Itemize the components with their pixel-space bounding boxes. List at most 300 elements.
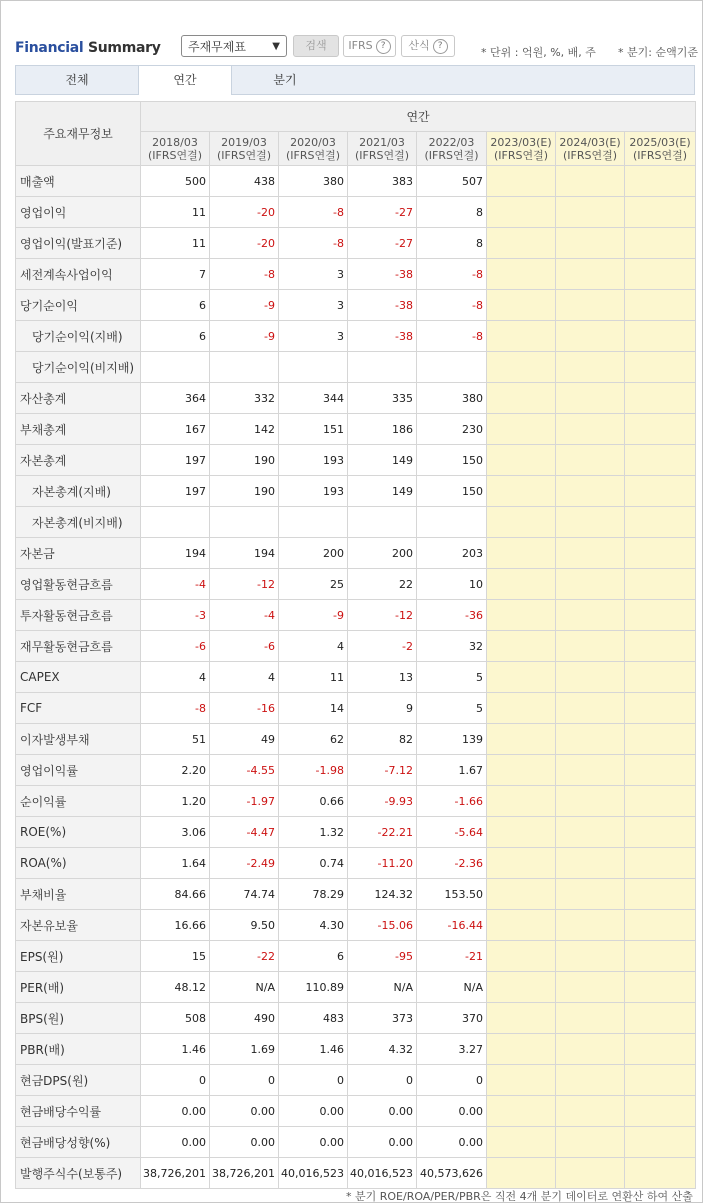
row-label[interactable]: PBR(배) — [16, 1034, 141, 1065]
table-row — [16, 879, 696, 910]
table-cell — [487, 693, 556, 724]
row-label[interactable]: 당기순이익(비지배) — [16, 352, 141, 383]
table-cell — [625, 910, 696, 941]
table-cell — [487, 1065, 556, 1096]
row-label[interactable]: 재무활동현금흐름 — [16, 631, 141, 662]
table-cell — [141, 507, 210, 538]
table-cell — [556, 507, 625, 538]
row-label[interactable]: PER(배) — [16, 972, 141, 1003]
table-cell: 0.00 — [417, 1096, 487, 1127]
table-cell: 483 — [279, 1003, 348, 1034]
row-label[interactable]: 영업이익(발표기준) — [16, 228, 141, 259]
table-cell: -8 — [417, 290, 487, 321]
table-cell — [556, 166, 625, 197]
table-cell: 200 — [279, 538, 348, 569]
column-basis: (IFRS연결) — [216, 148, 272, 162]
table-cell — [141, 352, 210, 383]
table-cell: 194 — [210, 538, 279, 569]
table-cell — [625, 972, 696, 1003]
table-cell: 51 — [141, 724, 210, 755]
corner-header: 주요재무정보 — [16, 102, 141, 166]
column-period: 2021/03 — [359, 135, 405, 149]
table-cell: 22 — [348, 569, 417, 600]
table-cell: 507 — [417, 166, 487, 197]
table-cell: -22.21 — [348, 817, 417, 848]
report-type-select[interactable]: 주재무제표 ▼ — [181, 35, 287, 57]
table-row — [16, 352, 696, 383]
table-cell — [210, 352, 279, 383]
table-cell: 6 — [279, 941, 348, 972]
table-cell: -3 — [141, 600, 210, 631]
table-cell: -8 — [279, 228, 348, 259]
table-cell — [625, 600, 696, 631]
table-cell: 383 — [348, 166, 417, 197]
row-label[interactable]: 발행주식수(보통주) — [16, 1158, 141, 1189]
table-cell — [556, 693, 625, 724]
toolbar — [15, 34, 698, 60]
table-cell — [625, 569, 696, 600]
table-cell: 0.00 — [141, 1096, 210, 1127]
row-label[interactable]: BPS(원) — [16, 1003, 141, 1034]
table-cell — [487, 507, 556, 538]
row-label[interactable]: 매출액 — [16, 166, 141, 197]
table-cell: 490 — [210, 1003, 279, 1034]
table-row — [16, 321, 696, 352]
table-cell: 49 — [210, 724, 279, 755]
table-cell: 1.46 — [279, 1034, 348, 1065]
table-cell: 203 — [417, 538, 487, 569]
table-row — [16, 569, 696, 600]
table-cell — [556, 662, 625, 693]
table-cell — [556, 1003, 625, 1034]
row-label[interactable]: 세전계속사업이익 — [16, 259, 141, 290]
table-cell: 230 — [417, 414, 487, 445]
table-cell — [556, 848, 625, 879]
table-cell: -36 — [417, 600, 487, 631]
table-cell — [487, 1003, 556, 1034]
table-cell: 6 — [141, 290, 210, 321]
table-cell: -11.20 — [348, 848, 417, 879]
table-cell: -38 — [348, 321, 417, 352]
table-cell: 38,726,201 — [141, 1158, 210, 1189]
table-cell — [487, 786, 556, 817]
table-cell — [625, 166, 696, 197]
table-cell: -8 — [417, 321, 487, 352]
table-row — [16, 1034, 696, 1065]
table-cell: -16.44 — [417, 910, 487, 941]
table-cell: 150 — [417, 445, 487, 476]
table-cell — [625, 1034, 696, 1065]
table-cell — [625, 1127, 696, 1158]
table-cell: -6 — [210, 631, 279, 662]
table-cell — [625, 290, 696, 321]
table-cell — [487, 1096, 556, 1127]
table-row — [16, 538, 696, 569]
table-cell — [487, 1127, 556, 1158]
table-cell: 153.50 — [417, 879, 487, 910]
table-cell: 62 — [279, 724, 348, 755]
table-cell: 1.32 — [279, 817, 348, 848]
table-cell: -27 — [348, 197, 417, 228]
table-cell: -9 — [210, 290, 279, 321]
help-icon: ? — [433, 39, 448, 54]
table-cell: -9 — [210, 321, 279, 352]
column-header — [279, 132, 348, 166]
table-row — [16, 910, 696, 941]
table-row — [16, 941, 696, 972]
table-cell: 167 — [141, 414, 210, 445]
table-cell — [625, 631, 696, 662]
table-cell: 3 — [279, 290, 348, 321]
table-cell: 193 — [279, 476, 348, 507]
row-label[interactable]: ROA(%) — [16, 848, 141, 879]
table-cell: 3 — [279, 321, 348, 352]
table-cell — [348, 352, 417, 383]
table-row — [16, 1096, 696, 1127]
table-cell: 149 — [348, 445, 417, 476]
row-label[interactable]: 자본총계 — [16, 445, 141, 476]
table-cell — [625, 352, 696, 383]
table-cell: 142 — [210, 414, 279, 445]
table-row — [16, 383, 696, 414]
table-cell: 0.74 — [279, 848, 348, 879]
row-label[interactable]: 현금배당성향(%) — [16, 1127, 141, 1158]
table-cell — [556, 569, 625, 600]
table-cell — [556, 321, 625, 352]
table-cell: 151 — [279, 414, 348, 445]
table-cell — [556, 1158, 625, 1189]
table-cell — [487, 383, 556, 414]
table-cell — [625, 414, 696, 445]
table-cell — [556, 600, 625, 631]
table-cell: 1.69 — [210, 1034, 279, 1065]
table-cell — [487, 414, 556, 445]
table-cell — [417, 507, 487, 538]
table-row — [16, 693, 696, 724]
table-cell: 0.66 — [279, 786, 348, 817]
column-period: 2022/03 — [428, 135, 475, 149]
table-row — [16, 1003, 696, 1034]
table-cell: 6 — [141, 321, 210, 352]
column-period: 2025/03(E) — [629, 135, 691, 149]
table-cell: -1.66 — [417, 786, 487, 817]
table-cell: -7.12 — [348, 755, 417, 786]
column-basis: (IFRS연결) — [285, 148, 341, 162]
table-cell: 438 — [210, 166, 279, 197]
table-cell: 0.00 — [417, 1127, 487, 1158]
table-cell: 84.66 — [141, 879, 210, 910]
table-cell: 0.00 — [348, 1127, 417, 1158]
row-label[interactable]: 당기순이익 — [16, 290, 141, 321]
table-cell: 2.20 — [141, 755, 210, 786]
table-cell: 5 — [417, 662, 487, 693]
table-row — [16, 817, 696, 848]
row-label[interactable]: 영업이익 — [16, 197, 141, 228]
table-row — [16, 166, 696, 197]
row-label[interactable]: 자본유보율 — [16, 910, 141, 941]
table-cell: 194 — [141, 538, 210, 569]
table-cell: -4.55 — [210, 755, 279, 786]
table-cell: 74.74 — [210, 879, 279, 910]
row-label[interactable]: 자산총계 — [16, 383, 141, 414]
table-row — [16, 972, 696, 1003]
table-row — [16, 445, 696, 476]
table-cell — [556, 817, 625, 848]
table-cell: 0 — [348, 1065, 417, 1096]
table-cell — [556, 879, 625, 910]
table-cell: -8 — [141, 693, 210, 724]
table-cell: 344 — [279, 383, 348, 414]
table-cell — [487, 755, 556, 786]
tab-all[interactable]: 전체 — [65, 73, 89, 87]
table-cell — [556, 910, 625, 941]
table-cell — [556, 1034, 625, 1065]
table-cell: 3 — [279, 259, 348, 290]
table-cell: -4 — [141, 569, 210, 600]
table-cell: 0.00 — [348, 1096, 417, 1127]
table-cell: 14 — [279, 693, 348, 724]
table-row — [16, 1158, 696, 1189]
table-cell: 3.06 — [141, 817, 210, 848]
table-cell — [625, 786, 696, 817]
row-label[interactable]: ROE(%) — [16, 817, 141, 848]
table-cell: -38 — [348, 290, 417, 321]
table-row — [16, 724, 696, 755]
table-cell — [556, 290, 625, 321]
table-cell: 4 — [141, 662, 210, 693]
table-cell: 0.00 — [210, 1096, 279, 1127]
search-button[interactable]: 검색 — [293, 35, 339, 57]
table-cell — [625, 724, 696, 755]
table-cell: -22 — [210, 941, 279, 972]
ifrs-help-button[interactable]: IFRS ? — [343, 35, 396, 57]
row-label[interactable]: 현금배당수익률 — [16, 1096, 141, 1127]
table-cell — [625, 538, 696, 569]
row-label[interactable]: 부채총계 — [16, 414, 141, 445]
table-cell: 82 — [348, 724, 417, 755]
table-cell: 3.27 — [417, 1034, 487, 1065]
table-row — [16, 228, 696, 259]
table-cell — [487, 259, 556, 290]
table-cell: 4.32 — [348, 1034, 417, 1065]
table-cell: 335 — [348, 383, 417, 414]
table-cell: 13 — [348, 662, 417, 693]
table-cell: -4.47 — [210, 817, 279, 848]
table-row — [16, 631, 696, 662]
column-header — [141, 132, 210, 166]
table-cell — [210, 507, 279, 538]
table-cell — [625, 197, 696, 228]
table-cell — [556, 197, 625, 228]
column-period: 2024/03(E) — [559, 135, 621, 149]
table-cell — [625, 1065, 696, 1096]
table-cell — [625, 228, 696, 259]
table-cell: -9.93 — [348, 786, 417, 817]
table-cell: -21 — [417, 941, 487, 972]
table-cell — [625, 476, 696, 507]
column-header — [210, 132, 279, 166]
tab-quarterly[interactable]: 분기 — [273, 73, 297, 87]
table-cell: -4 — [210, 600, 279, 631]
table-cell: 370 — [417, 1003, 487, 1034]
table-cell: 0 — [279, 1065, 348, 1096]
row-label[interactable]: EPS(원) — [16, 941, 141, 972]
table-cell — [487, 879, 556, 910]
column-period: 2020/03 — [290, 135, 336, 149]
row-label[interactable]: 영업활동현금흐름 — [16, 569, 141, 600]
table-cell — [487, 476, 556, 507]
table-cell: -1.98 — [279, 755, 348, 786]
unit-note: * 단위 : 억원, %, 배, 주 — [481, 46, 596, 59]
table-cell: 150 — [417, 476, 487, 507]
table-row — [16, 786, 696, 817]
table-cell: -15.06 — [348, 910, 417, 941]
column-basis: (IFRS연결) — [562, 148, 618, 162]
table-cell — [556, 1127, 625, 1158]
table-cell: -8 — [279, 197, 348, 228]
table-cell — [556, 383, 625, 414]
table-cell: 40,016,523 — [348, 1158, 417, 1189]
row-label[interactable]: CAPEX — [16, 662, 141, 693]
table-cell — [556, 786, 625, 817]
table-cell — [348, 507, 417, 538]
table-cell: -2.49 — [210, 848, 279, 879]
table-cell — [279, 352, 348, 383]
table-cell: -1.97 — [210, 786, 279, 817]
table-cell — [487, 848, 556, 879]
table-cell — [487, 166, 556, 197]
column-basis: (IFRS연결) — [147, 148, 203, 162]
table-cell — [487, 445, 556, 476]
period-tabs — [15, 65, 695, 95]
table-cell: 8 — [417, 197, 487, 228]
row-label[interactable]: 당기순이익(지배) — [16, 321, 141, 352]
column-header — [487, 132, 556, 166]
table-cell — [556, 445, 625, 476]
table-row — [16, 1127, 696, 1158]
table-cell — [625, 1096, 696, 1127]
table-row — [16, 197, 696, 228]
column-header — [556, 132, 625, 166]
table-row — [16, 259, 696, 290]
column-period: 2023/03(E) — [490, 135, 552, 149]
row-label[interactable]: 순이익률 — [16, 786, 141, 817]
table-cell — [625, 848, 696, 879]
table-cell — [487, 817, 556, 848]
table-cell: 186 — [348, 414, 417, 445]
chevron-down-icon: ▼ — [272, 41, 280, 52]
row-label[interactable]: 투자활동현금흐름 — [16, 600, 141, 631]
table-row — [16, 507, 696, 538]
table-cell: -2 — [348, 631, 417, 662]
table-cell: 197 — [141, 445, 210, 476]
table-cell: N/A — [417, 972, 487, 1003]
row-label[interactable]: 자본총계(비지배) — [16, 507, 141, 538]
table-cell: 0.00 — [210, 1127, 279, 1158]
tab-annual[interactable]: 연간 — [138, 66, 232, 95]
table-cell: 11 — [279, 662, 348, 693]
table-cell — [487, 352, 556, 383]
row-label[interactable]: 자본금 — [16, 538, 141, 569]
table-cell — [625, 1003, 696, 1034]
row-label[interactable]: 현금DPS(원) — [16, 1065, 141, 1096]
table-cell — [556, 631, 625, 662]
table-row — [16, 755, 696, 786]
help-icon: ? — [376, 39, 391, 54]
row-label[interactable]: 이자발생부채 — [16, 724, 141, 755]
table-cell: 7 — [141, 259, 210, 290]
table-cell: 11 — [141, 228, 210, 259]
table-cell — [487, 631, 556, 662]
table-cell: 332 — [210, 383, 279, 414]
table-row — [16, 600, 696, 631]
column-period: 2019/03 — [221, 135, 267, 149]
table-cell: 508 — [141, 1003, 210, 1034]
footnote: * 분기 ROE/ROA/PER/PBR은 직전 4개 분기 데이터로 연환산 하여 산출 — [346, 1190, 693, 1203]
table-cell — [556, 724, 625, 755]
table-cell — [556, 352, 625, 383]
table-cell — [556, 228, 625, 259]
column-header — [625, 132, 696, 166]
table-cell — [556, 414, 625, 445]
table-cell: 10 — [417, 569, 487, 600]
table-cell: 0 — [417, 1065, 487, 1096]
column-header — [348, 132, 417, 166]
table-cell: 1.67 — [417, 755, 487, 786]
table-cell: 40,016,523 — [279, 1158, 348, 1189]
formula-help-button[interactable]: 산식 ? — [401, 35, 455, 57]
table-cell — [487, 197, 556, 228]
table-cell — [487, 724, 556, 755]
table-cell: 139 — [417, 724, 487, 755]
table-cell: -6 — [141, 631, 210, 662]
table-cell: 78.29 — [279, 879, 348, 910]
row-label[interactable]: 부채비율 — [16, 879, 141, 910]
table-cell: 380 — [417, 383, 487, 414]
table-cell: 38,726,201 — [210, 1158, 279, 1189]
table-cell — [487, 972, 556, 1003]
table-cell — [487, 1034, 556, 1065]
table-cell — [487, 569, 556, 600]
table-cell: 380 — [279, 166, 348, 197]
table-cell: -16 — [210, 693, 279, 724]
row-label[interactable]: 영업이익률 — [16, 755, 141, 786]
table-cell: 197 — [141, 476, 210, 507]
table-cell: 9.50 — [210, 910, 279, 941]
table-cell: 124.32 — [348, 879, 417, 910]
table-cell: -2.36 — [417, 848, 487, 879]
table-cell: 373 — [348, 1003, 417, 1034]
table-cell: 0.00 — [279, 1096, 348, 1127]
table-cell — [487, 941, 556, 972]
table-cell: 4.30 — [279, 910, 348, 941]
table-cell — [487, 321, 556, 352]
table-cell: 0 — [210, 1065, 279, 1096]
table-cell — [625, 662, 696, 693]
table-cell: 25 — [279, 569, 348, 600]
table-cell — [556, 1096, 625, 1127]
table-cell: -27 — [348, 228, 417, 259]
row-label[interactable]: 자본총계(지배) — [16, 476, 141, 507]
row-label[interactable]: FCF — [16, 693, 141, 724]
column-basis: (IFRS연결) — [424, 148, 479, 162]
financial-summary-table — [15, 101, 696, 1189]
table-cell — [625, 693, 696, 724]
table-cell — [487, 290, 556, 321]
table-cell: N/A — [210, 972, 279, 1003]
table-cell: 364 — [141, 383, 210, 414]
table-cell — [625, 507, 696, 538]
